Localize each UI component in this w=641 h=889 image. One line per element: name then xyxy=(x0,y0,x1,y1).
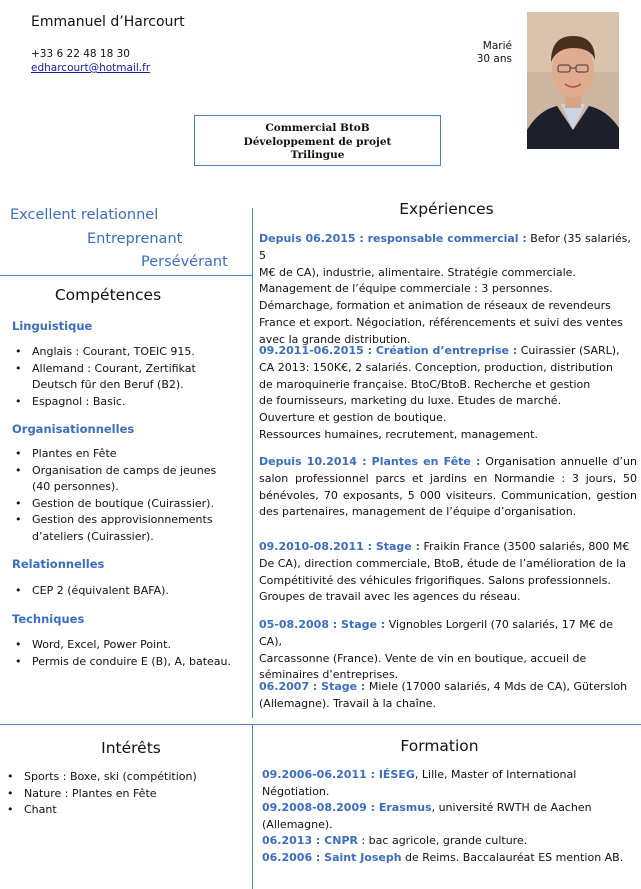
experience-entry xyxy=(259,231,637,349)
experience-line: Démarchage, formation et animation de réseaux de revendeurs xyxy=(259,299,611,313)
experience-line: Ouverture et gestion de boutique. xyxy=(259,411,447,425)
title-line: Commercial BtoB xyxy=(265,122,370,134)
list-item: • Permis de conduire E (B), A, bateau. xyxy=(12,654,248,671)
list-item: • Allemand : Courant, Zertifikat Deutsch für den Beruf (B2). xyxy=(12,361,222,394)
list-item: • Gestion de boutique (Cuirassier). xyxy=(12,496,237,513)
list-item: • Organisation de camps de jeunes (40 personnes). xyxy=(12,463,237,496)
experience-line: de maroquinerie française. BtoC/BtoB. Recherche et gestion xyxy=(259,377,591,391)
experience-line: Ressources humaines, recrutement, management. xyxy=(259,427,538,441)
formation-entry xyxy=(262,767,632,784)
list-item: • Chant xyxy=(4,802,244,819)
experiences-heading: Expériences xyxy=(399,200,494,218)
experience-line: Management de l’équipe commerciale : 3 personnes. xyxy=(259,282,553,296)
experience-line: de fournisseurs, marketing du luxe. Etudes de marché. xyxy=(259,394,562,408)
contact-block xyxy=(31,47,150,75)
experience-line: Befor (35 salariés, 5 xyxy=(259,232,631,262)
interets-list xyxy=(4,769,244,819)
experience-entry xyxy=(259,679,637,713)
personal-status xyxy=(440,40,512,66)
experience-line: (Allemagne). Travail à la chaîne. xyxy=(259,696,436,710)
experience-entry xyxy=(259,617,637,684)
formation-list xyxy=(262,767,632,867)
email-link[interactable]: edharcourt@hotmail.fr xyxy=(31,62,151,74)
experience-label: 09.2010-08.2011 : Stage : xyxy=(259,540,420,553)
formation-label: 06.2006 : Saint Joseph xyxy=(262,850,402,864)
list-item: • Word, Excel, Power Point. xyxy=(12,637,248,654)
formation-line: , université RWTH de Aachen xyxy=(431,801,592,815)
title-line: Trilingue xyxy=(290,149,345,161)
experience-line: Carcassonne (France). Vente de vin en boutique, accueil de xyxy=(259,651,587,665)
experience-line: Vignobles Lorgeril (70 salariés, 17 M€ de CA), xyxy=(259,618,613,648)
experience-label: 06.2007 : Stage : xyxy=(259,680,366,693)
list-item: • Sports : Boxe, ski (compétition) xyxy=(4,769,244,786)
phone-number: +33 6 22 48 18 30 xyxy=(31,48,130,60)
quality-item: Excellent relationnel xyxy=(10,207,159,223)
competence-list xyxy=(12,344,222,410)
age: 30 ans xyxy=(476,53,512,65)
experience-entry xyxy=(259,454,637,521)
experience-line: Miele (17000 salariés, 4 Mds de CA), Gütersloh xyxy=(365,680,628,693)
formation-line: : bac agricole, grande culture. xyxy=(357,834,528,848)
experience-label: 09.2011-06.2015 : Création d’entreprise : xyxy=(259,344,518,357)
list-item: • Gestion des approvisionnements d’ateliers (Cuirassier). xyxy=(12,512,237,545)
list-item: • CEP 2 (équivalent BAFA). xyxy=(12,583,237,600)
title-line: Développement de projet xyxy=(243,135,392,148)
formation-label: 09.2006-06.2011 : IÉSEG xyxy=(262,768,415,781)
formation-heading: Formation xyxy=(400,737,479,755)
experience-text: Organisation annuelle d’un salon professionnel parcs et jardins en Normandie : 3 jours, 50 bénévoles, 70 exposants, 5 000 visiteurs. Communication, gestion des partenaires, management de l’équipe d’organisation. xyxy=(259,455,638,519)
quality-item: Persévérant xyxy=(141,254,228,270)
formation-entry xyxy=(262,800,632,817)
list-item: • Espagnol : Basic. xyxy=(12,394,222,411)
section-rule xyxy=(0,275,252,276)
list-item: • Anglais : Courant, TOEIC 915. xyxy=(12,344,222,361)
experience-entry xyxy=(259,539,637,606)
list-item: • Nature : Plantes en Fête xyxy=(4,786,244,803)
experience-line: séminaires d’entreprises. xyxy=(259,668,399,682)
section-rule xyxy=(0,724,641,725)
competence-list xyxy=(12,637,248,670)
experience-line: Compétitivité des véhicules frigorifiques. Salons professionnels. xyxy=(259,573,611,587)
competence-group-title: Organisationnelles xyxy=(12,422,135,436)
formation-label: 06.2013 : CNPR xyxy=(262,834,358,848)
formation-entry xyxy=(262,850,632,867)
list-item: • Plantes en Fête xyxy=(12,446,237,463)
formation-line: (Allemagne). xyxy=(262,817,333,831)
profile-photo xyxy=(527,12,619,149)
experience-line: Fraikin France (3500 salariés, 800 M€ xyxy=(420,540,630,553)
formation-entry xyxy=(262,833,632,850)
formation-line: de Reims. Baccalauréat ES mention AB. xyxy=(401,850,624,864)
experience-line: France et export. Négociation, référencements et suivi des ventes xyxy=(259,315,623,329)
competence-group-title: Relationnelles xyxy=(12,557,105,571)
competence-group-title: Linguistique xyxy=(12,319,93,333)
marital-status: Marié xyxy=(482,40,512,52)
formation-line: , Lille, Master of International xyxy=(414,768,577,781)
experience-line: M€ de CA), industrie, alimentaire. Stratégie commerciale. xyxy=(259,265,576,279)
formation-label: 09.2008-08.2009 : Erasmus xyxy=(262,801,432,815)
formation-line: Négotiation. xyxy=(262,784,330,798)
column-divider xyxy=(252,208,253,718)
competences-heading: Compétences xyxy=(54,286,162,304)
competence-list xyxy=(12,583,237,600)
experience-line: Cuirassier (SARL), xyxy=(517,344,620,357)
experience-line: avec la grande distribution. xyxy=(259,332,411,346)
experience-label: Depuis 06.2015 : responsable commercial : xyxy=(259,232,527,245)
quality-item: Entreprenant xyxy=(87,231,183,247)
experience-label: 05-08.2008 : Stage : xyxy=(259,618,386,631)
interets-heading: Intérêts xyxy=(101,739,161,757)
experience-label: Depuis 10.2014 : Plantes en Fête : xyxy=(259,455,481,468)
competence-list xyxy=(12,446,237,545)
job-title-box xyxy=(194,115,441,166)
experience-line: De CA), direction commerciale, BtoB, étude de l’amélioration de la xyxy=(259,556,627,570)
competence-group-title: Techniques xyxy=(12,612,85,626)
experience-entry xyxy=(259,343,637,444)
experience-line: CA 2013: 150K€, 2 salariés. Conception, production, distribution xyxy=(259,360,613,374)
candidate-name: Emmanuel d’Harcourt xyxy=(31,14,185,30)
experience-line: Groupes de travail avec les agences du réseau. xyxy=(259,590,521,604)
